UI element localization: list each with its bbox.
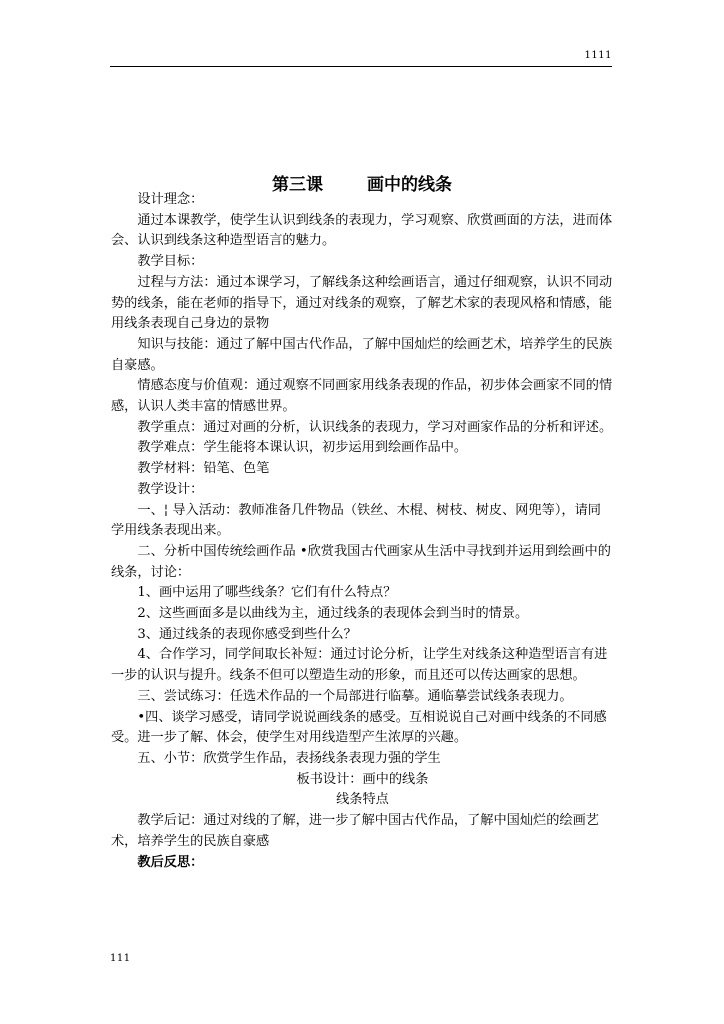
paragraph: 2、这些画面多是以曲线为主，通过线条的表现体会到当时的情景。 <box>137 606 529 622</box>
paragraph: 一、¦ 导入活动：教师准备几件物品（铁丝、木棍、树枝、树皮、网兜等），请同学用线条表现出来。 <box>111 502 601 539</box>
board-feature: 线条特点 <box>336 792 389 808</box>
footer-page-number: 111 <box>110 953 131 964</box>
paragraph: 设计理念： <box>137 192 204 207</box>
lesson-topic: 画中的线条 <box>367 175 452 195</box>
header-divider <box>110 66 612 67</box>
paragraph: 教学材料：铅笔、色笔 <box>137 461 270 477</box>
paragraph: 教学目标： <box>137 254 204 270</box>
paragraph: •四、谈学习感受，请同学说说画线条的感受。互相说说自己对画中线条的不同感受。进一步了解、体会，使学生对用线造型产生浓厚的兴趣。 <box>111 709 607 746</box>
paragraph: 过程与方法：通过本课学习，了解线条这种绘画语言，通过仔细观察，认识不同动势的线条，能在老师的指导下，通过对线条的观察，了解艺术家的表现风格和情感，能用线条表现自己身边的景物 <box>111 274 613 332</box>
postscript: 教学后记：通过对线的了解，进一步了解中国古代作品，了解中国灿烂的绘画艺术，培养学生的民族自豪感 <box>111 813 599 849</box>
paragraph: 教学设计： <box>137 481 204 497</box>
paragraph: 情感态度与价值观：通过观察不同画家用线条表现的作品，初步体会画家不同的情感，认识人类丰富的情感世界。 <box>111 378 613 415</box>
paragraph: 通过本课教学，使学生认识到线条的表现力，学习观察、欣赏画面的方法，进而体会、认识到线条这种造型语言的魅力。 <box>111 212 613 249</box>
paragraph: 3、通过线条的表现你感受到些什么？ <box>137 626 357 642</box>
document-body <box>111 190 614 873</box>
reflection-heading: 教后反思： <box>137 854 204 870</box>
paragraph: 三、尝试练习：任选术作品的一个局部进行临摹。通临摹尝试线条表现力。 <box>137 688 573 704</box>
paragraph: 二、分析中国传统绘画作品 •欣赏我国古代画家从生活中寻找到并运用到绘画中的线条，讨论： <box>111 543 611 580</box>
paragraph: 1、画中运用了哪些线条？它们有什么特点？ <box>137 585 397 601</box>
paragraph: 知识与技能：通过了解中国古代作品，了解中国灿烂的绘画艺术，培养学生的民族自豪感。 <box>111 336 613 373</box>
header-page-number: 1111 <box>584 50 612 61</box>
board-design: 板书设计：画中的线条 <box>296 771 429 787</box>
paragraph: 4、合作学习，同学间取长补短：通过讨论分析，让学生对线条这种造型语言有进一步的认识与提升。线条不但可以塑造生动的形象，而且还可以传达画家的思想。 <box>111 647 608 684</box>
paragraph: 五、小节：欣赏学生作品，表扬线条表现力强的学生 <box>137 750 441 766</box>
lesson-number: 第三课 <box>272 175 323 195</box>
paragraph: 教学难点：学生能将本课认识，初步运用到绘画作品中。 <box>137 440 468 456</box>
paragraph: 教学重点：通过对画的分析，认识线条的表现力，学习对画家作品的分析和评述。 <box>137 419 613 435</box>
